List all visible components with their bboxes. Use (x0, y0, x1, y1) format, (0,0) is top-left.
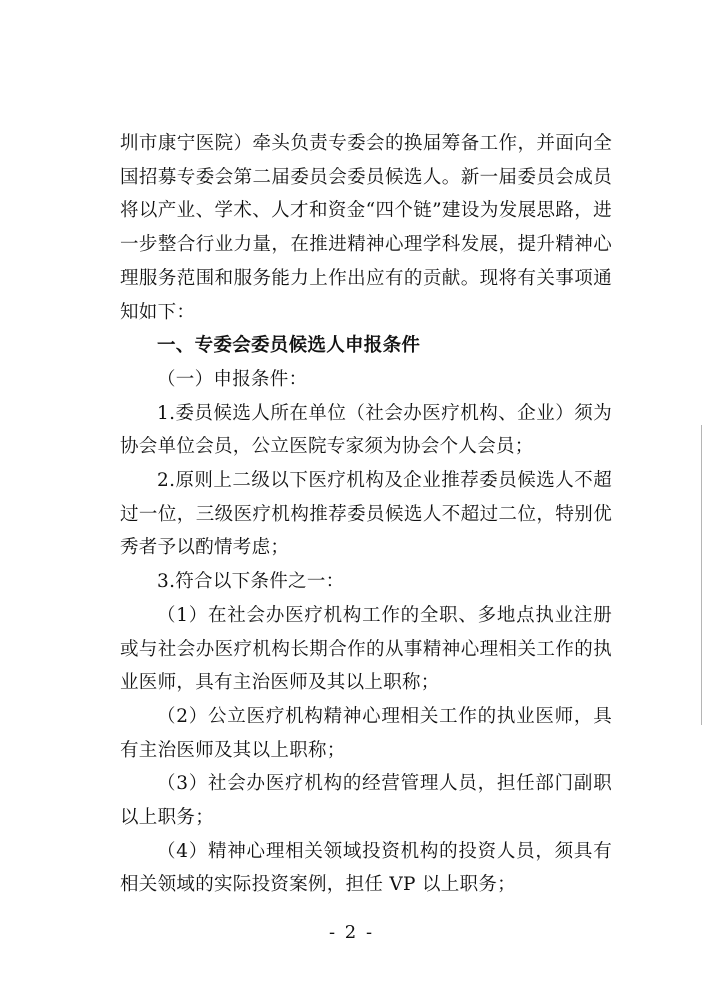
condition-item-2: 2.原则上二级以下医疗机构及企业推荐委员候选人不超过一位，三级医疗机构推荐委员候选人不超过二位，特别优秀者予以酌情考虑； (120, 470, 612, 559)
page-number: - 2 - (328, 922, 375, 943)
condition-subitem-2: （2）公立医疗机构精神心理相关工作的执业医师，具有主治医师及其以上职称； (120, 705, 612, 761)
condition-item-3: 3.符合以下条件之一： (157, 571, 345, 593)
condition-item-1: 1.委员候选人所在单位（社会办医疗机构、企业）须为协会单位会员，公立医院专家须为协会个人会员； (120, 402, 612, 458)
document-body (120, 127, 612, 902)
paragraph-intro-continuation: 圳市康宁医院）牵头负责专委会的换届筹备工作，并面向全国招募专委会第二届委员会委员候选人。新一届委员会成员将以产业、学术、人才和资金“四个链”建设为发展思路，进一步整合行业力量，在推进精神心理学科发展，提升精神心理服务范围和服务能力上作出应有的贡献。现将有关事项通知如下： (120, 133, 612, 323)
condition-subitem-1: （1）在社会办医疗机构工作的全职、多地点执业注册或与社会办医疗机构长期合作的从事精神心理相关工作的执业医师，具有主治医师及其以上职称； (120, 604, 612, 694)
condition-subitem-3: （3）社会办医疗机构的经营管理人员，担任部门副职以上职务； (120, 773, 612, 829)
section-heading-1: 一、专委会委员候选人申报条件 (157, 335, 421, 357)
condition-subitem-4: （4）精神心理相关领域投资机构的投资人员，须具有相关领域的实际投资案例，担任 VP 以上职务； (120, 840, 612, 896)
page-edge-divider (701, 425, 702, 725)
subsection-heading-1: （一）申报条件： (157, 368, 308, 390)
